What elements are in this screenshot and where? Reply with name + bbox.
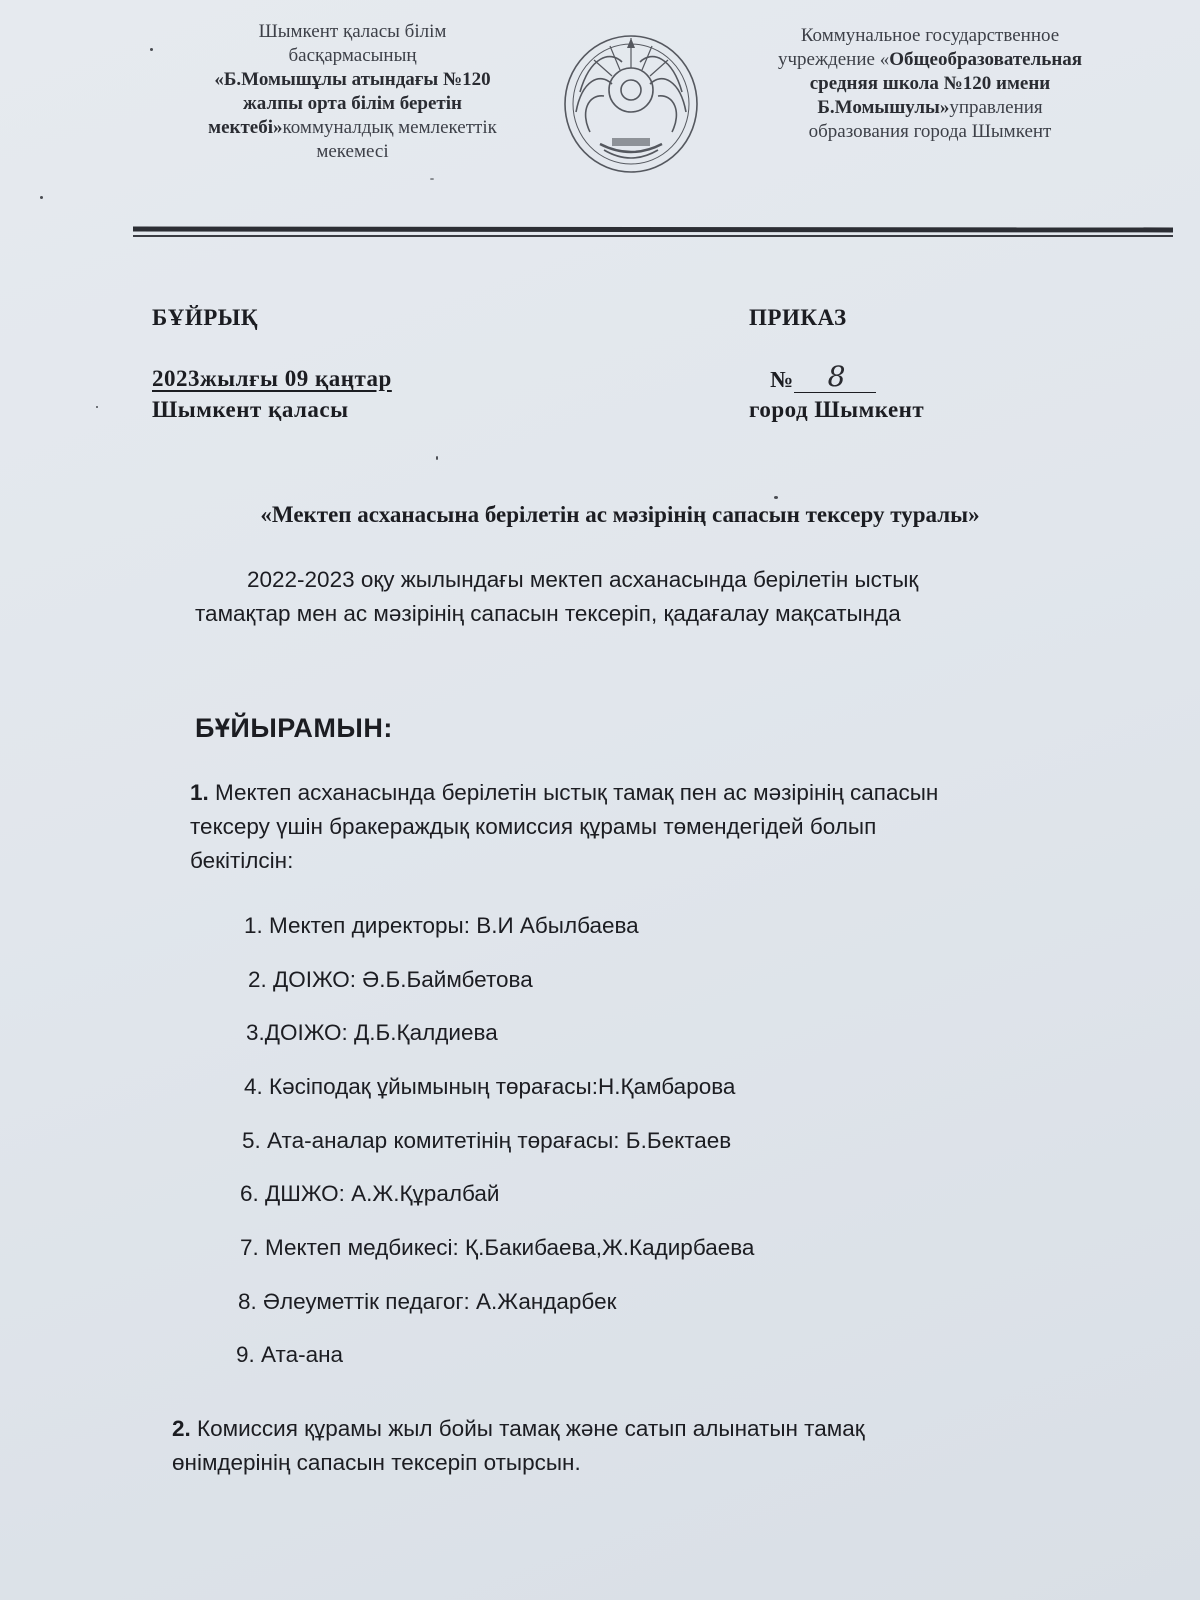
- paper-speck: [430, 178, 434, 180]
- header-ru-line: учреждение «: [777, 49, 890, 70]
- order-label-kz: БҰЙРЫҚ: [152, 305, 259, 330]
- list-item: 4. Кәсіподақ ұйымының төрағасы:Н.Қамбарова: [244, 1074, 736, 1099]
- list-item: 7. Мектеп медбикесі: Қ.Бакибаева,Ж.Кадирбаева: [240, 1235, 755, 1260]
- list-item: 1. Мектеп директоры: В.И Абылбаева: [244, 913, 639, 938]
- header-ru-school-name: средняя школа №120 имени: [809, 73, 1051, 94]
- header-kz-line: коммуналдық мемлекеттік: [282, 117, 497, 138]
- order-label-ru: ПРИКАЗ: [749, 305, 847, 330]
- paper-speck: [436, 456, 438, 460]
- header-ru-line: Коммунальное государственное: [800, 25, 1060, 46]
- header-kazakh: [160, 20, 545, 164]
- header-kz-school-name: «Б.Момышұлы атындағы №120: [214, 69, 491, 90]
- list-item: 8. Әлеуметтік педагог: А.Жандарбек: [238, 1289, 617, 1314]
- header-kz-school-name: мектебі»: [208, 117, 283, 138]
- header-kz-line: Шымкент қаласы білім: [258, 21, 447, 42]
- point-1: [190, 776, 1110, 878]
- order-number-field: [794, 360, 876, 393]
- order-number: [770, 360, 876, 393]
- point-text: Мектеп асханасында берілетін ыстық тамақ пен ас мәзірінің сапасын: [208, 780, 939, 805]
- paper-speck: [96, 406, 98, 408]
- header-ru-line: образования города Шымкент: [808, 121, 1052, 142]
- command-heading: БҰЙЫРАМЫН:: [195, 713, 393, 743]
- header-kz-line: басқармасының: [288, 45, 417, 66]
- state-emblem-icon: [560, 32, 702, 176]
- point-number: 1.: [190, 780, 209, 805]
- list-item: 9. Ата-ана: [236, 1342, 344, 1367]
- header-divider-thin: [133, 235, 1173, 237]
- header-kz-school-name: жалпы орта білім беретін: [243, 93, 462, 114]
- order-number-prefix: №: [770, 367, 794, 392]
- header-ru-line: управления: [949, 97, 1043, 118]
- intro-line: тамақтар мен ас мәзірінің сапасын тексеріп, қадағалау мақсатында: [195, 601, 901, 626]
- order-date: 2023жылғы 09 қаңтар: [152, 366, 392, 391]
- point-text: өнімдерінің сапасын тексеріп отырсын.: [172, 1450, 581, 1475]
- order-city-kz: Шымкент қаласы: [152, 397, 349, 422]
- order-number-value: 8: [827, 360, 846, 393]
- point-text: Комиссия құрамы жыл бойы тамақ және сатып алынатын тамақ: [190, 1416, 865, 1441]
- header-ru-school-name: Общеобразовательная: [889, 49, 1083, 70]
- document-title: «Мектеп асханасына берілетін ас мәзірінің сапасын тексеру туралы»: [260, 502, 980, 527]
- list-item: 3.ДОІЖО: Д.Б.Қалдиева: [246, 1020, 498, 1045]
- point-text: бекітілсін:: [190, 848, 294, 873]
- paper-speck: [40, 196, 43, 199]
- paper-speck: [150, 48, 153, 51]
- intro-line: 2022-2023 оқу жылындағы мектеп асханасында берілетін ыстық: [247, 567, 919, 592]
- list-item: 2. ДОІЖО: Ә.Б.Баймбетова: [248, 967, 533, 992]
- point-number: 2.: [172, 1416, 191, 1441]
- header-kz-line: мекемесі: [316, 141, 389, 162]
- document-intro: [195, 563, 1095, 631]
- paper-speck: [774, 496, 778, 499]
- list-item: 6. ДШЖО: А.Ж.Құралбай: [240, 1181, 500, 1206]
- order-city-ru: город Шымкент: [749, 397, 925, 422]
- point-text: тексеру үшін бракераждық комиссия құрамы төмендегідей болып: [190, 814, 877, 839]
- list-item: 5. Ата-аналар комитетінің төрағасы: Б.Бектаев: [242, 1128, 732, 1153]
- header-divider: [133, 227, 1173, 233]
- header-russian: [735, 24, 1125, 144]
- header-ru-school-name: Б.Момышулы»: [817, 97, 950, 118]
- point-2: [172, 1412, 1092, 1480]
